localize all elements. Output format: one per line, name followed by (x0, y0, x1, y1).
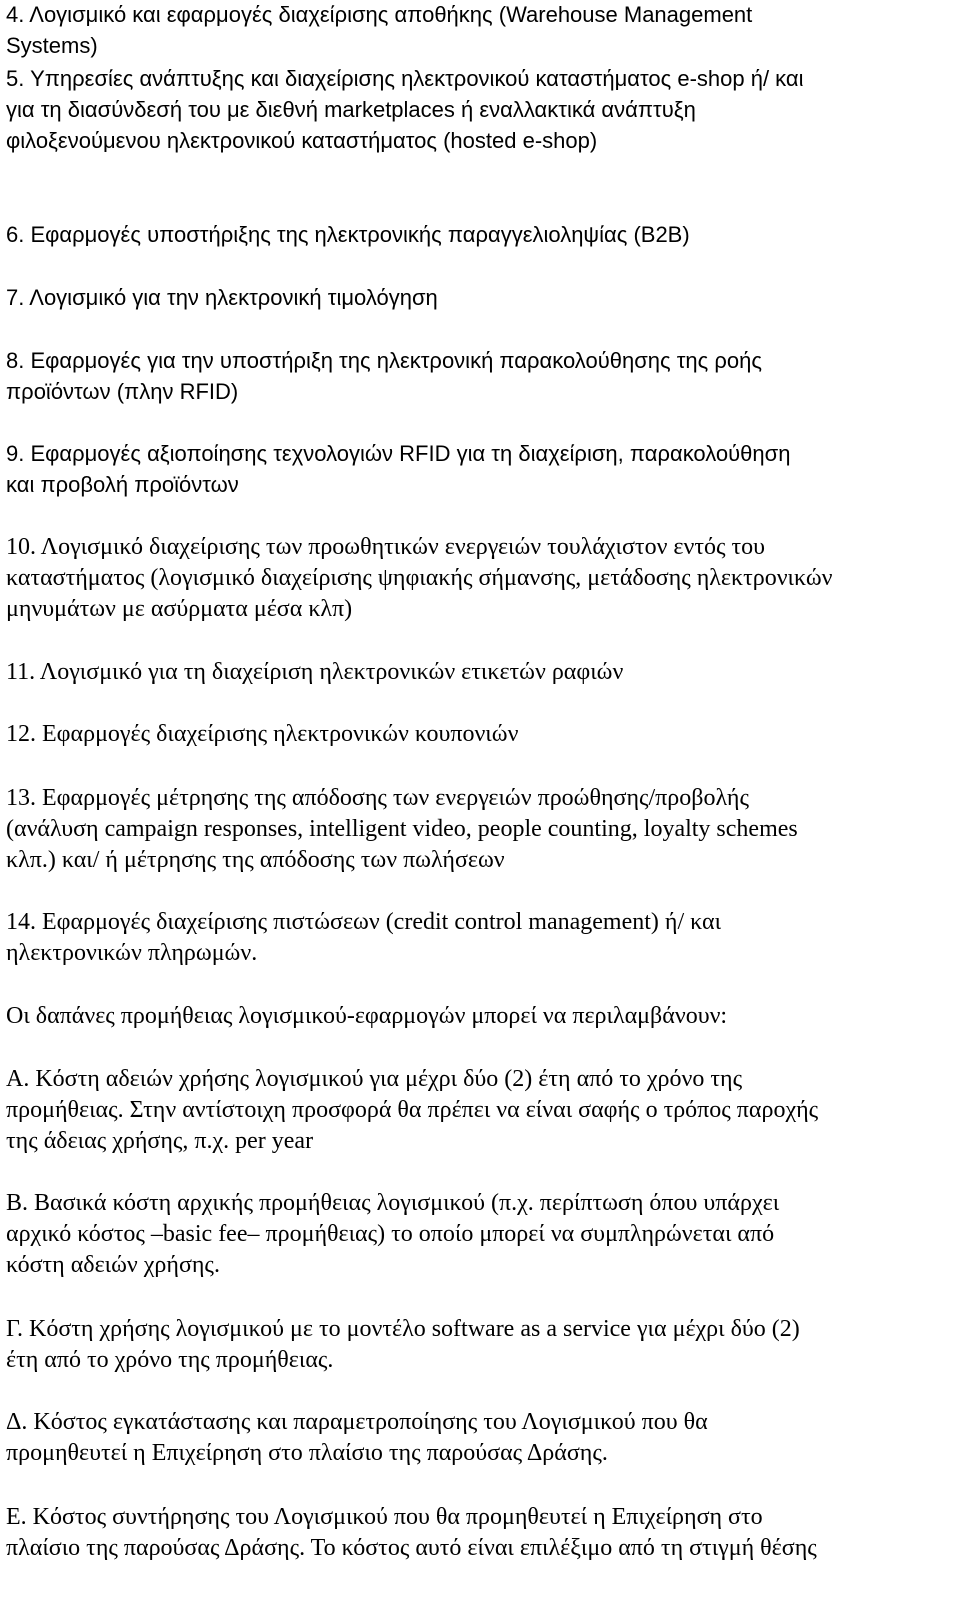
text-line: 4. Λογισμικό και εφαρμογές διαχείρισης αποθήκης (Warehouse Management (6, 2, 753, 27)
text-line: ηλεκτρονικών πληρωμών. (6, 940, 258, 966)
text-line: Οι δαπάνες προμήθειας λογισμικού-εφαρμογών μπορεί να περιλαμβάνουν: (6, 1003, 728, 1029)
list-item-6 (6, 219, 946, 250)
text-line: προμηθευτεί η Επιχείρηση στο πλαίσιο της παρούσας Δράσης. (6, 1440, 608, 1466)
text-line: πλαίσιο της παρούσας Δράσης. Το κόστος αυτό είναι επιλέξιμο από τη στιγμή θέσης (6, 1535, 817, 1561)
text-line: της άδειας χρήσης, π.χ. per year (6, 1128, 314, 1154)
text-line: (ανάλυση campaign responses, intelligent video, people counting, loyalty schemes (6, 816, 798, 842)
expense-item-b (6, 1188, 946, 1281)
text-line: Systems) (6, 33, 98, 58)
text-line: Δ. Κόστος εγκατάστασης και παραμετροποίησης του Λογισμικού που θα (6, 1409, 708, 1435)
text-line: προμήθειας. Στην αντίστοιχη προσφορά θα πρέπει να είναι σαφής ο τρόπος παροχής (6, 1097, 819, 1123)
list-item-4 (6, 0, 946, 61)
text-line: 14. Εφαρμογές διαχείρισης πιστώσεων (credit control management) ή/ και (6, 909, 722, 935)
text-line: κόστη αδειών χρήσης. (6, 1252, 220, 1278)
expense-item-a (6, 1064, 946, 1157)
text-line: 12. Εφαρμογές διαχείρισης ηλεκτρονικών κουπονιών (6, 721, 519, 747)
text-line: 7. Λογισμικό για την ηλεκτρονική τιμολόγηση (6, 285, 438, 310)
list-item-8 (6, 345, 946, 407)
list-item-13 (6, 783, 946, 876)
text-line: 11. Λογισμικό για τη διαχείριση ηλεκτρονικών ετικετών ραφιών (6, 659, 624, 685)
list-item-5 (6, 63, 946, 156)
text-line: 8. Εφαρμογές για την υποστήριξη της ηλεκτρονική παρακολούθησης της ροής (6, 348, 762, 373)
list-item-14 (6, 907, 946, 969)
text-line: και προβολή προϊόντων (6, 472, 239, 497)
text-line: προϊόντων (πλην RFID) (6, 379, 239, 404)
text-line: αρχικό κόστος –basic fee– προμήθειας) το οποίο μπορεί να συμπληρώνεται από (6, 1221, 775, 1247)
list-item-11 (6, 657, 946, 688)
text-line: έτη από το χρόνο της προμήθειας. (6, 1347, 334, 1373)
expense-item-d (6, 1407, 946, 1469)
list-item-7 (6, 282, 946, 313)
expense-item-c (6, 1314, 946, 1376)
list-item-10 (6, 532, 946, 625)
text-line: καταστήματος (λογισμικό διαχείρισης ψηφιακής σήμανσης, μετάδοσης ηλεκτρονικών (6, 565, 833, 591)
text-line: φιλοξενούμενου ηλεκτρονικού καταστήματος (hosted e-shop) (6, 128, 598, 153)
text-line: 13. Εφαρμογές μέτρησης της απόδοσης των ενεργειών προώθησης/προβολής (6, 785, 749, 811)
text-line: 10. Λογισμικό διαχείρισης των προωθητικών ενεργειών τουλάχιστον εντός του (6, 534, 766, 560)
expense-item-e (6, 1502, 946, 1564)
text-line: Α. Κόστη αδειών χρήσης λογισμικού για μέχρι δύο (2) έτη από το χρόνο της (6, 1066, 743, 1092)
list-item-12 (6, 719, 946, 750)
text-line: για τη διασύνδεσή του με διεθνή marketplaces ή εναλλακτικά ανάπτυξη (6, 97, 696, 122)
text-line: 6. Εφαρμογές υποστήριξης της ηλεκτρονικής παραγγελιοληψίας (B2B) (6, 222, 690, 247)
text-line: 9. Εφαρμογές αξιοποίησης τεχνολογιών RFID για τη διαχείριση, παρακολούθηση (6, 441, 791, 466)
text-line: Γ. Κόστη χρήσης λογισμικού με το μοντέλο software as a service για μέχρι δύο (2) (6, 1316, 800, 1342)
text-line: 5. Υπηρεσίες ανάπτυξης και διαχείρισης ηλεκτρονικού καταστήματος e-shop ή/ και (6, 66, 804, 91)
text-line: μηνυμάτων με ασύρματα μέσα κλπ) (6, 596, 353, 622)
list-item-9 (6, 438, 946, 500)
text-line: Β. Βασικά κόστη αρχικής προμήθειας λογισμικού (π.χ. περίπτωση όπου υπάρχει (6, 1190, 780, 1216)
expenses-intro (6, 1001, 946, 1032)
text-line: κλπ.) και/ ή μέτρησης της απόδοσης των πωλήσεων (6, 847, 505, 873)
text-line: Ε. Κόστος συντήρησης του Λογισμικού που θα προμηθευτεί η Επιχείρηση στο (6, 1504, 763, 1530)
